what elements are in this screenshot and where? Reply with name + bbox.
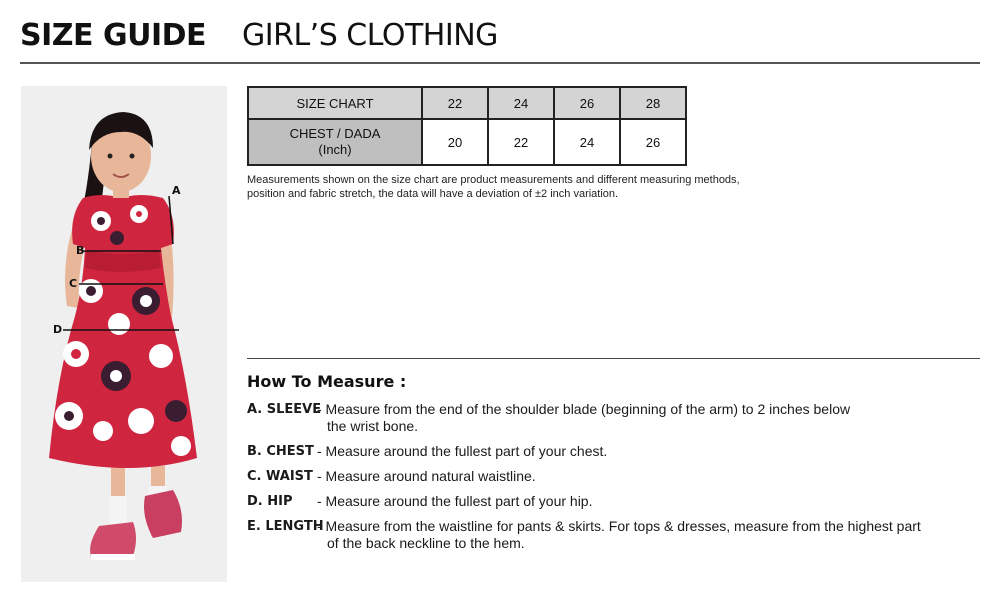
size-cell: 24: [488, 87, 554, 119]
measure-desc-cont: of the back neckline to the hem.: [327, 535, 525, 551]
measure-desc-cont: the wrist bone.: [327, 418, 419, 434]
chest-row: [248, 119, 686, 165]
page-title: SIZE GUIDE: [20, 18, 207, 53]
left-eye: [108, 154, 113, 159]
right-shoe: [144, 490, 182, 538]
section-divider: [247, 358, 980, 359]
measure-term: B. CHEST: [247, 444, 314, 459]
neck: [113, 188, 129, 198]
left-sock: [109, 496, 127, 526]
left-sole: [91, 554, 135, 560]
chest-label-line1: CHEST / DADA: [289, 126, 381, 141]
marker-d: D: [53, 323, 63, 336]
how-to-measure-title: How To Measure :: [247, 372, 407, 391]
measure-term: E. LENGTH: [247, 519, 324, 534]
measure-desc: - Measure around the fullest part of your hip.: [317, 493, 593, 509]
marker-c: C: [69, 277, 78, 290]
size-row: [248, 87, 686, 119]
list-item: [247, 401, 987, 443]
page-subtitle: GIRL’S CLOTHING: [242, 18, 498, 53]
measure-term: C. WAIST: [247, 469, 313, 484]
measure-term: D. HIP: [247, 494, 293, 509]
measure-term: A. SLEEVE: [247, 402, 322, 417]
marker-a: A: [172, 184, 181, 197]
measure-desc: - Measure from the end of the shoulder blade (beginning of the arm) to 2 inches below: [317, 401, 851, 417]
list-item: [247, 468, 987, 493]
chest-cell: 24: [554, 119, 620, 165]
measurement-note: Measurements shown on the size chart are product measurements and different measuring methods, position and fabric stretch, the data will have a deviation of ±2 inch variation.: [247, 174, 740, 200]
measure-desc: - Measure around the fullest part of your chest.: [317, 443, 608, 459]
right-eye: [130, 154, 135, 159]
model-photo: [21, 86, 227, 582]
size-chart-header: SIZE CHART: [248, 87, 422, 119]
chest-cell: 20: [422, 119, 488, 165]
list-item: [247, 518, 987, 560]
chest-row-label: [248, 119, 422, 165]
page-header: [20, 16, 980, 64]
size-cell: 26: [554, 87, 620, 119]
measure-desc: - Measure from the waistline for pants & skirts. For tops & dresses, measure from the highest part: [317, 518, 921, 534]
size-cell: 22: [422, 87, 488, 119]
list-item: [247, 443, 987, 468]
measure-desc: - Measure around natural waistline.: [317, 468, 536, 484]
size-chart-table: [247, 86, 687, 166]
chest-cell: 26: [620, 119, 686, 165]
how-to-measure-list: [247, 401, 987, 560]
chest-label-line2: (Inch): [318, 142, 352, 157]
girl-in-dress-illustration: [21, 86, 227, 582]
list-item: [247, 493, 987, 518]
marker-b: B: [76, 244, 85, 257]
size-cell: 28: [620, 87, 686, 119]
chest-cell: 22: [488, 119, 554, 165]
